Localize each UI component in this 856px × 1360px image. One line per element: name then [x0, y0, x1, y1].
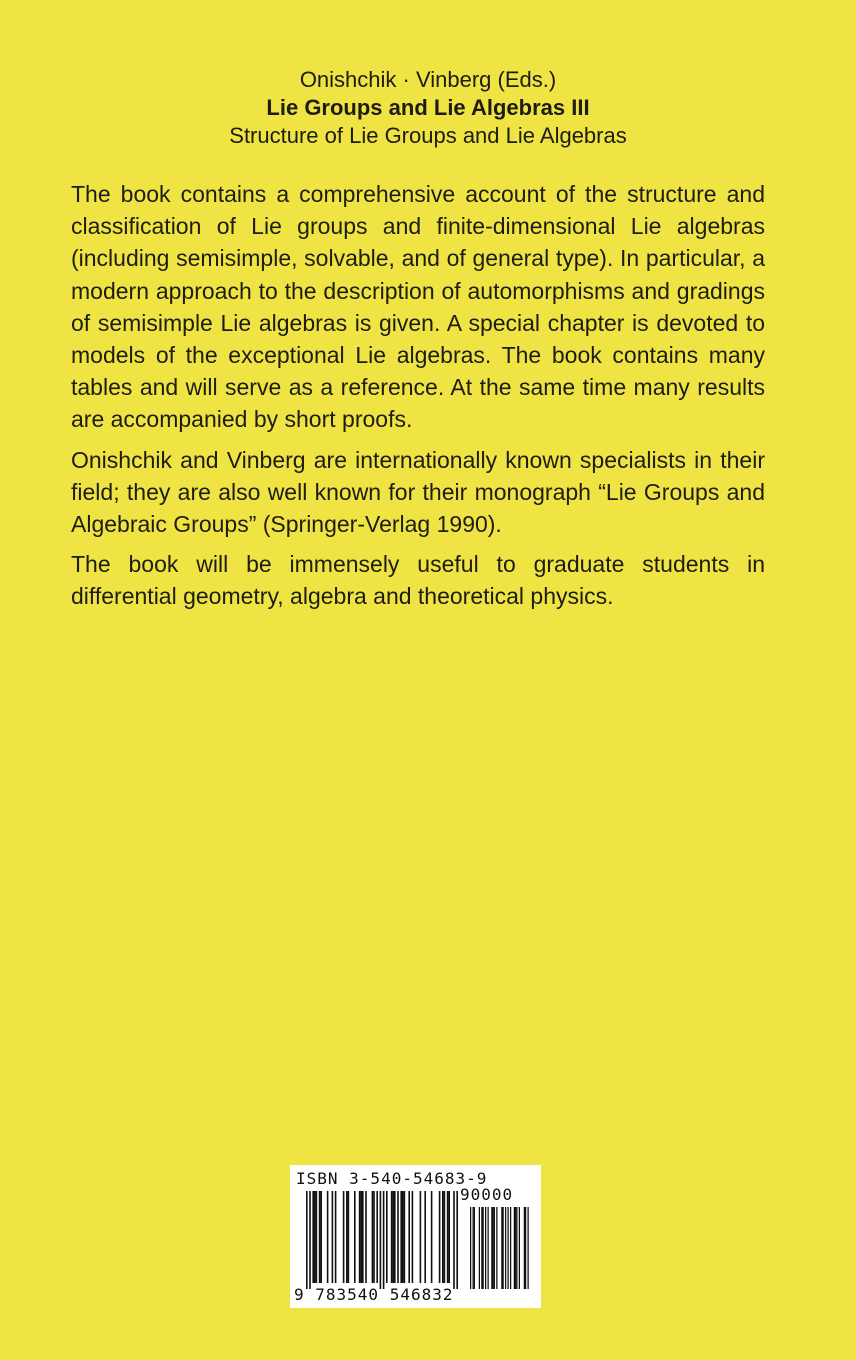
- barcode-bar: [404, 1191, 406, 1283]
- addon-bar: [474, 1207, 475, 1289]
- addon-bar: [493, 1207, 494, 1289]
- isbn-barcode: [290, 1165, 541, 1308]
- description-paragraph: Onishchik and Vinberg are internationally known specialists in their field; they are also well known for their monograph “Lie Groups and Algebraic Groups” (Springer-Verlag 1990).: [71, 446, 765, 538]
- addon-bar: [503, 1207, 504, 1289]
- description-paragraph: The book contains a comprehensive account of the structure and classification of Lie groups and finite-dimensional Lie algebras (including semisimple, solvable, and of general type). In particular, a modern approach to the description of automorphisms and gradings of semisimple Lie algebras is given. A special chapter is devoted to models of the exceptional Lie algebras. The book contains many tables and will serve as a reference. At the same time many results are accompanied by short proofs.: [71, 181, 765, 433]
- barcode-bar: [447, 1191, 449, 1283]
- addon-bar: [528, 1207, 529, 1289]
- barcode-bar: [400, 1191, 402, 1283]
- addon-bar: [491, 1207, 492, 1289]
- barcode-bar: [456, 1191, 458, 1289]
- barcode-bar: [453, 1191, 455, 1289]
- addon-bar: [510, 1207, 511, 1289]
- addon-bar: [496, 1207, 497, 1289]
- addon-bar: [514, 1207, 515, 1289]
- barcode-bar: [439, 1191, 441, 1283]
- addon-bar: [501, 1207, 502, 1289]
- barcode-bar: [376, 1191, 378, 1283]
- book-subtitle: Structure of Lie Groups and Lie Algebras: [229, 123, 627, 148]
- barcode-bar: [380, 1191, 382, 1289]
- barcode-bar: [365, 1191, 367, 1283]
- barcode-bar: [392, 1191, 394, 1283]
- addon-bar: [479, 1207, 480, 1289]
- barcode-bar: [335, 1191, 337, 1283]
- addon-bar: [524, 1207, 525, 1289]
- addon-bar: [508, 1207, 509, 1289]
- barcode-bar: [442, 1191, 444, 1283]
- cover-header: [0, 66, 856, 150]
- barcode-bar: [372, 1191, 374, 1283]
- addon-bar: [470, 1207, 471, 1289]
- barcode-bar: [386, 1191, 388, 1283]
- barcode-bar: [424, 1191, 426, 1283]
- barcode-bar: [402, 1191, 404, 1283]
- ean-number: 9 783540 546832: [294, 1285, 454, 1304]
- barcode-bar: [412, 1191, 414, 1283]
- book-description: [71, 178, 765, 621]
- description-paragraph: The book will be immensely useful to graduate students in differential geometry, algebra and theoretical physics.: [71, 551, 765, 610]
- barcode-bar: [373, 1191, 375, 1283]
- addon-bar: [519, 1207, 520, 1289]
- barcode-bar: [312, 1191, 314, 1283]
- barcode-bar: [383, 1191, 385, 1289]
- barcode-bar: [448, 1191, 450, 1283]
- barcode-bar: [314, 1191, 316, 1283]
- barcode-bar: [327, 1191, 329, 1283]
- book-title: Lie Groups and Lie Algebras III: [266, 95, 590, 120]
- barcode-bar: [306, 1191, 308, 1289]
- barcode-bar: [309, 1191, 311, 1289]
- barcode-bar: [348, 1191, 350, 1283]
- barcode-bar: [354, 1191, 356, 1283]
- barcode-bar: [394, 1191, 396, 1283]
- addon-bar: [485, 1207, 486, 1289]
- addon-bar: [516, 1207, 517, 1289]
- isbn-label: ISBN 3-540-54683-9: [296, 1169, 488, 1188]
- barcode-bar: [320, 1191, 322, 1283]
- barcode-bar: [316, 1191, 318, 1283]
- addon-bar: [481, 1207, 482, 1289]
- barcode-bar: [359, 1191, 361, 1283]
- price-addon-label: 90000: [460, 1185, 514, 1204]
- barcode-bar: [346, 1191, 348, 1283]
- barcode-bar: [332, 1191, 334, 1283]
- barcode-bar: [362, 1191, 364, 1283]
- barcode-bar: [343, 1191, 345, 1283]
- addon-bar: [505, 1207, 506, 1289]
- barcode-bar: [431, 1191, 433, 1283]
- barcode-bar: [408, 1191, 410, 1283]
- addon-bar: [515, 1207, 516, 1289]
- barcode-bar: [444, 1191, 446, 1283]
- barcode-bar: [391, 1191, 393, 1283]
- addon-bar: [494, 1207, 495, 1289]
- addon-bar: [488, 1207, 489, 1289]
- editors-line: Onishchik · Vinberg (Eds.): [299, 67, 557, 92]
- addon-bar: [473, 1207, 474, 1289]
- barcode-bar: [420, 1191, 422, 1283]
- barcode-bar: [397, 1191, 399, 1283]
- addon-bar: [525, 1207, 526, 1289]
- addon-bar: [483, 1207, 484, 1289]
- barcode-bar: [319, 1191, 321, 1283]
- barcode-bar: [360, 1191, 362, 1283]
